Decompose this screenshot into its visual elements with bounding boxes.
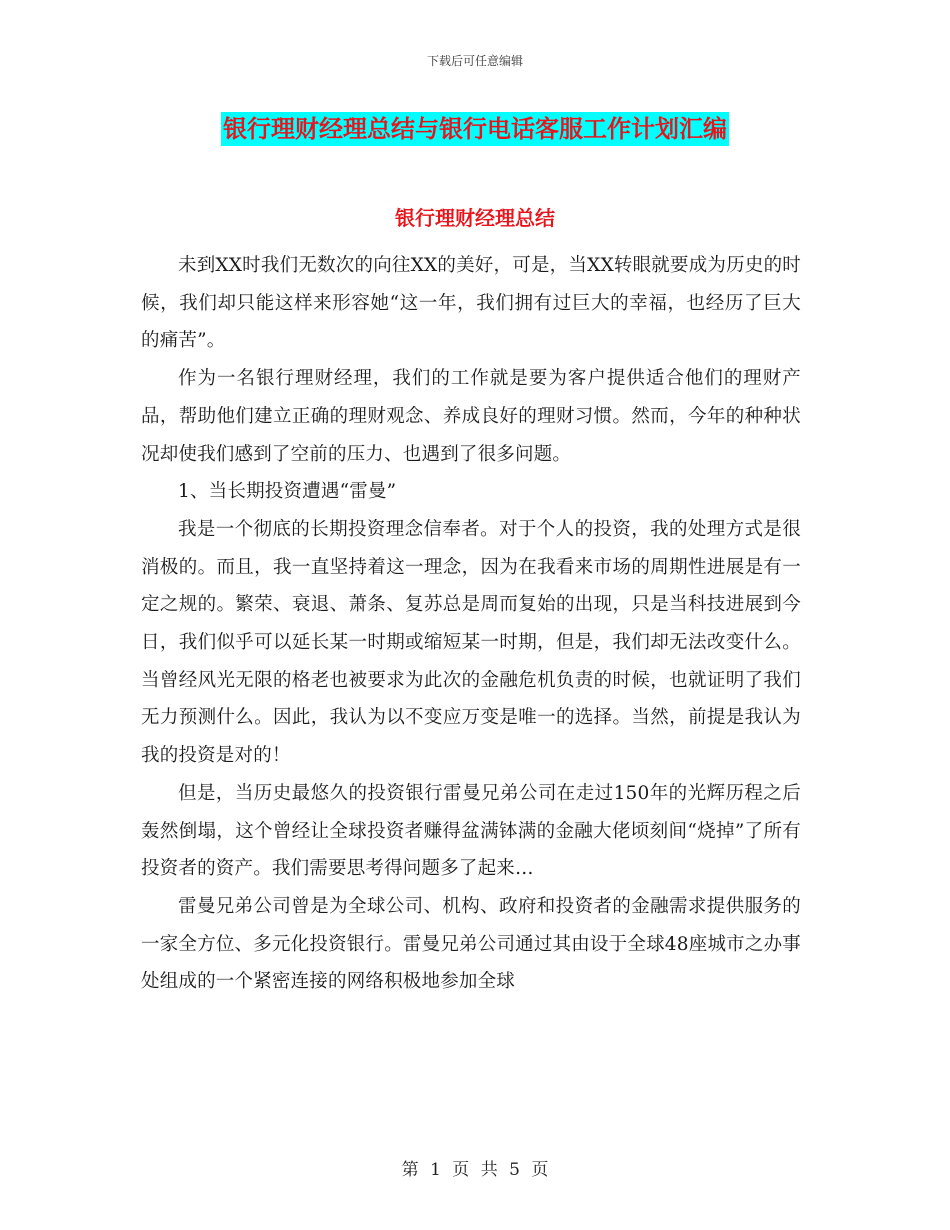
paragraph: 但是，当历史最悠久的投资银行雷曼兄弟公司在走过150年的光辉历程之后轰然倒塌，这个曾经让全球投资者赚得盆满钵满的金融大佬顷刻间“烧掉”了所有投资者的资产。我们需要思考得问题多了起来… (141, 782, 801, 880)
document-title: 银行理财经理总结与银行电话客服工作计划汇编 (221, 112, 729, 146)
document-body (141, 247, 801, 1001)
paragraph: 未到XX时我们无数次的向往XX的美好，可是，当XX转眼就要成为历史的时候，我们却只能这样来形容她“这一年，我们拥有过巨大的幸福，也经历了巨大的痛苦”。 (141, 255, 801, 352)
section-title: 银行理财经理总结 (395, 206, 555, 230)
paragraph: 作为一名银行理财经理，我们的工作就是要为客户提供适合他们的理财产品，帮助他们建立正确的理财观念、养成良好的理财习惯。然而，今年的种种状况却使我们感到了空前的压力、也遇到了很多问题。 (141, 368, 801, 465)
page-header-note: 下载后可任意编辑 (426, 54, 523, 68)
page-number-footer: 第 1 页 共 5 页 (401, 1160, 549, 1180)
paragraph: 雷曼兄弟公司曾是为全球公司、机构、政府和投资者的金融需求提供服务的一家全方位、多元化投资银行。雷曼兄弟公司通过其由设于全球48座城市之办事处组成的一个紧密连接的网络积极地参加全球 (141, 895, 801, 993)
numbered-heading: 1、当长期投资遭遇“雷曼” (178, 481, 397, 503)
document-title-container (0, 112, 950, 146)
paragraph: 我是一个彻底的长期投资理念信奉者。对于个人的投资，我的处理方式是很消极的。而且，我一直坚持着这一理念，因为在我看来市场的周期性进展是有一定之规的。繁荣、衰退、萧条、复苏总是周而复始的出现，只是当科技进展到今日，我们似乎可以延长某一时期或缩短某一时期，但是，我们却无法改变什么。当曾经风光无限的格老也被要求为此次的金融危机负责的时候，也就证明了我们无力预测什么。因此，我认为以不变应万变是唯一的选择。当然，前提是我认为我的投资是对的！ (141, 518, 801, 767)
